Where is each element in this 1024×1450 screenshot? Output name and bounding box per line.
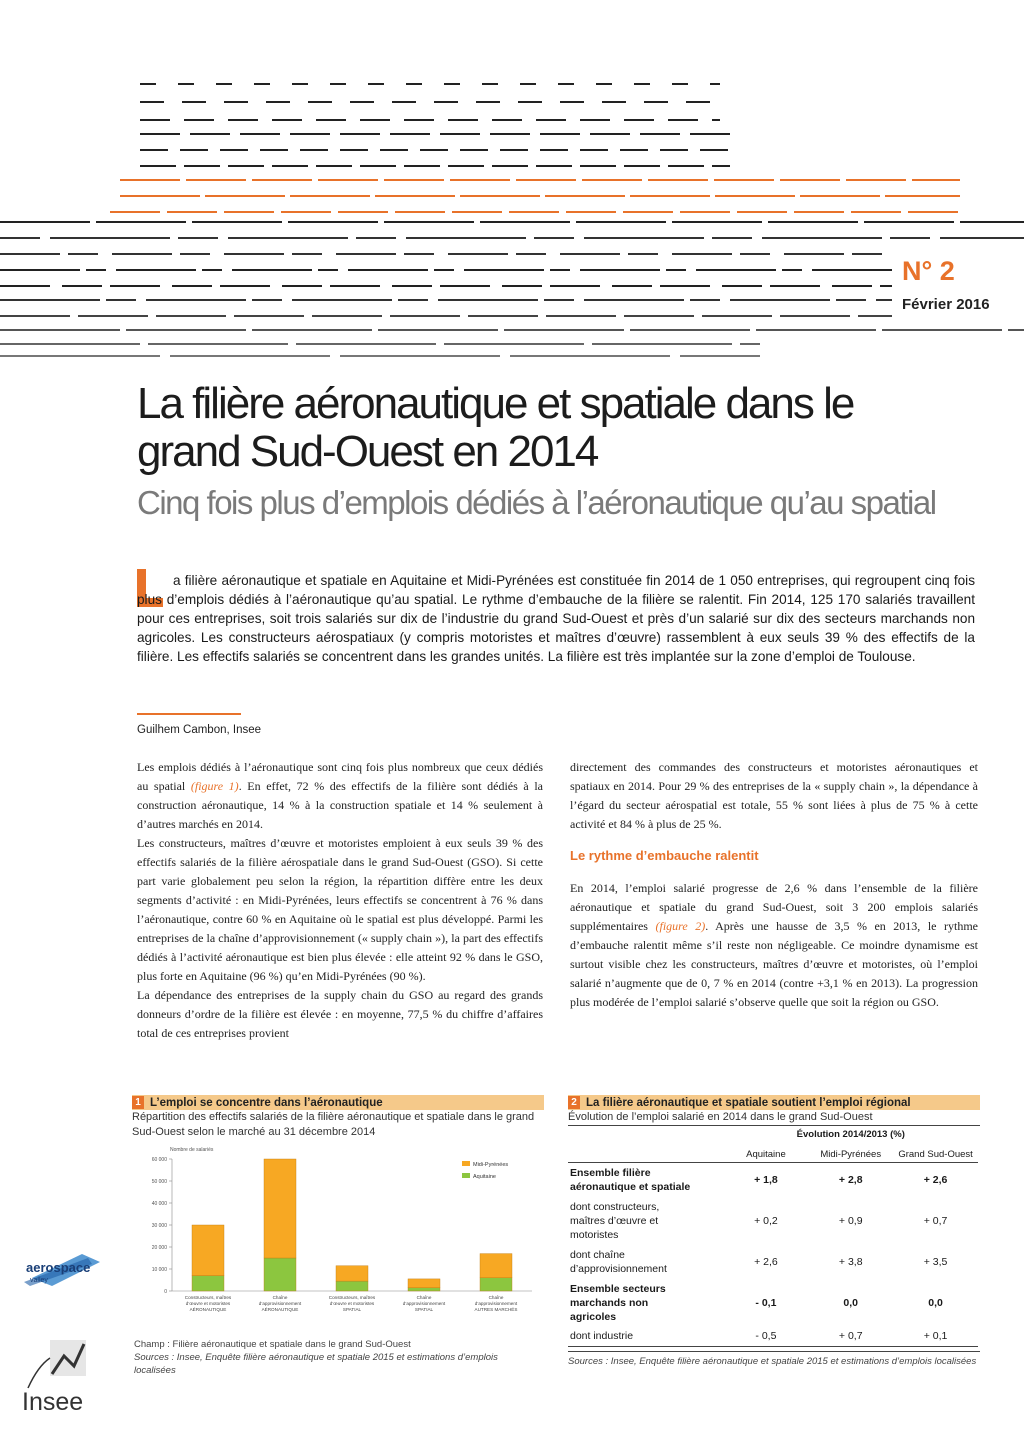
table-cell: + 3,8 xyxy=(838,1255,863,1268)
figure-number: 2 xyxy=(568,1096,580,1109)
x-tick-label: AÉRONAUTIQUE xyxy=(261,1307,299,1312)
row-label-line: motoristes xyxy=(570,1228,619,1241)
table-header-row xyxy=(568,1148,978,1163)
figure-2-sources xyxy=(568,1351,980,1368)
figure-2-title: La filière aéronautique et spatiale soutient l’emploi régional xyxy=(586,1096,911,1109)
logo-text: aerospace xyxy=(26,1260,91,1275)
table-cell: + 0,7 xyxy=(838,1330,863,1343)
paragraph: La dépendance des entreprises de la supply chain du GSO au regard des grands donneurs d’ordre de la filière est élevée : en moyenne, 77,5 % du chiffre d’affaires total de ces entreprises provient xyxy=(137,988,543,1040)
bar-midi-pyr-n-es xyxy=(192,1225,224,1276)
table-cell: + 1,8 xyxy=(754,1173,778,1186)
row-label-line: dont constructeurs, xyxy=(570,1200,660,1213)
table-row xyxy=(568,1163,978,1197)
paragraph-text: Les emplois dédiés à l’aéronautique sont cinq fois plus nombreux que ceux dédiés au spatial xyxy=(137,760,543,793)
table-cell: - 0,1 xyxy=(755,1296,777,1309)
row-label xyxy=(568,1245,724,1279)
sources-text: Sources : Insee, Enquête filière aéronautique et spatiale 2015 et estimations d’emplois localisées xyxy=(134,1352,498,1376)
issue-number: N° 2 xyxy=(902,256,955,286)
table-header-group-row xyxy=(568,1128,978,1148)
row-label-line: d’approvisionnement xyxy=(570,1262,667,1275)
x-tick-label: Constructeurs, maîtres xyxy=(184,1295,232,1300)
aerospace-valley-logo xyxy=(22,1248,102,1290)
row-label-line: maîtres d’œuvre et xyxy=(570,1214,659,1227)
x-tick-label: SPATIAL xyxy=(342,1307,362,1312)
x-tick-label: Chaîne xyxy=(488,1295,504,1300)
table-group-header: Évolution 2014/2013 (%) xyxy=(796,1129,905,1140)
bar-midi-pyr-n-es xyxy=(264,1159,296,1258)
paragraph: directement des commandes des constructeurs et motoristes aéronautiques et spatiaux en 2014. Pour 29 % des entreprises de la « supply chain », la dépendance à l’égard du secteur aérospatial est totale, 55 % sont liées à plus de 75 % à cette activité et 84 % à plus de 25 %. xyxy=(570,760,978,831)
y-tick-label: 60 000 xyxy=(151,1157,167,1163)
row-label-line: marchands non xyxy=(570,1296,649,1309)
x-tick-label: SPATIAL xyxy=(414,1307,434,1312)
bar-midi-pyr-n-es xyxy=(408,1279,440,1288)
bar-aquitaine xyxy=(408,1288,440,1291)
section-heading: Le rythme d’embauche ralentit xyxy=(570,848,759,863)
logo-curve xyxy=(28,1358,50,1388)
sources-text: Sources : Insee, Enquête filière aéronautique et spatiale 2015 et estimations d’emplois localisées xyxy=(568,1356,977,1367)
paragraph-text: En 2014, l’emploi salarié progresse de 2,6 % dans l’ensemble de la filière aéronautique et spatiale du grand Sud-Ouest, soit 3 200 emplois salariés supplémentaires xyxy=(570,881,978,933)
row-label-line: agricoles xyxy=(570,1310,617,1323)
logo-subtext: valley xyxy=(30,1277,48,1284)
y-tick-label: 20 000 xyxy=(151,1245,167,1251)
table-cell: + 0,2 xyxy=(754,1214,778,1227)
figure-number: 1 xyxy=(132,1096,144,1109)
table-row xyxy=(568,1327,978,1347)
page-subtitle: Cinq fois plus d’emplois dédiés à l’aéronautique qu’au spatial xyxy=(137,484,936,521)
table-body xyxy=(568,1163,978,1347)
lede-paragraph xyxy=(137,571,975,666)
x-tick-label: d’approvisionnement xyxy=(402,1301,446,1306)
y-tick-label: 0 xyxy=(164,1289,167,1295)
bar-aquitaine xyxy=(192,1276,224,1291)
figure-1-notes xyxy=(134,1338,534,1377)
body-column-right xyxy=(570,758,978,1012)
figure-1-title: L’emploi se concentre dans l’aéronautique xyxy=(150,1096,383,1109)
figure-2-title-bar xyxy=(568,1095,980,1110)
bar-aquitaine xyxy=(336,1281,368,1291)
legend-label: Midi-Pyrénées xyxy=(473,1162,509,1168)
column-header: Aquitaine xyxy=(746,1149,786,1160)
table-cell: + 0,9 xyxy=(838,1214,863,1227)
table-cell: 0,0 xyxy=(928,1296,943,1309)
table-cell: + 3,5 xyxy=(923,1255,948,1268)
issue-date: Février 2016 xyxy=(902,296,990,313)
author: Guilhem Cambon, Insee xyxy=(137,724,262,736)
x-tick-label: d’œuvre et motoristes xyxy=(329,1301,375,1306)
bar-midi-pyr-n-es xyxy=(336,1266,368,1281)
legend-swatch xyxy=(462,1161,470,1166)
paragraph: Les constructeurs, maîtres d’œuvre et motoristes emploient à eux seuls 39 % des effectifs salariés de la filière aérospatiale dans le grand Sud-Ouest (GSO). Si cette part varie globalement peu selon la région, la répartition diffère entre les deux segments d’activité : en Midi-Pyrénées, leurs effectifs se concentrent à 76 % dans l’aéronautique, contre 60 % en Aquitaine où le spatial est plus développé. Parmi les entreprises de la chaîne d’approvisionnement (« supply chain »), la part des effectifs dédiés à l’activité aéronautique est bien plus élevée : elle atteint 92 % dans le GSO, plus forte en Aquitaine (96 %) qu’en Midi-Pyrénées (90 %). xyxy=(137,836,543,983)
row-label-line: Ensemble secteurs xyxy=(570,1282,666,1295)
x-tick-label: d’œuvre et motoristes xyxy=(185,1301,231,1306)
x-tick-label: AUTRES MARCHÉS xyxy=(474,1307,518,1312)
table-cell: + 0,7 xyxy=(923,1214,948,1227)
table-row xyxy=(568,1197,978,1245)
paragraph-text: . Après une hausse de 3,5 % en 2013, le rythme d’embauche ralentit même s’il reste non négligeable. Ce moindre dynamisme est surtout visible chez les constructeurs, maîtres d’œuvre et motoristes, où l’emploi salarié n’augmente que de 0, 7 % en 2014 (contre +3,1 % en 2013). La progression plus modérée de l’emploi salarié s’observe quelle que soit la région ou GSO. xyxy=(570,919,978,1009)
figure-1-link[interactable]: (figure 1) xyxy=(190,779,239,793)
bar-aquitaine xyxy=(264,1258,296,1291)
legend-label: Aquitaine xyxy=(473,1174,496,1180)
table-row xyxy=(568,1279,978,1327)
row-label xyxy=(568,1279,724,1327)
figure-1-title-bar xyxy=(132,1095,544,1110)
figure-2 xyxy=(568,1095,980,1368)
y-axis-label: Nombre de salariés xyxy=(170,1147,214,1153)
row-label xyxy=(568,1163,724,1197)
figure-1-chart xyxy=(132,1143,544,1333)
x-tick-label: d’approvisionnement xyxy=(258,1301,302,1306)
y-tick-label: 50 000 xyxy=(151,1179,167,1185)
row-label xyxy=(568,1327,724,1347)
x-tick-label: AÉRONAUTIQUE xyxy=(189,1307,227,1312)
paragraph xyxy=(570,879,978,1012)
x-tick-label: Constructeurs, maîtres xyxy=(328,1295,376,1300)
figure-1-sources xyxy=(134,1351,534,1377)
table-cell: + 2,8 xyxy=(838,1173,863,1186)
y-tick-label: 30 000 xyxy=(151,1223,167,1229)
table-cell: + 2,6 xyxy=(754,1255,778,1268)
body-column-left xyxy=(137,758,543,1043)
lede-text: a filière aéronautique et spatiale en Aquitaine et Midi-Pyrénées est constituée fin 2014 de 1 050 entreprises, qui regroupent cinq fois plus d’emplois dédiés à l’aéronautique qu’au spatial. Le rythme d’embauche de la filière se ralentit. Fin 2014, 125 170 salariés travaillent pour ces entreprises, soit trois salariés sur dix de l’industrie du grand Sud-Ouest et près d’un salarié sur dix des secteurs marchands non agricoles. Les constructeurs aérospatiaux (y compris motoristes et maîtres d’œuvre) rassemblent à eux seuls 39 % des effectifs de la filière. Les effectifs salariés se concentrent dans les grandes unités. La filière est très implantée sur la zone d’emploi de Toulouse. xyxy=(137,573,975,664)
logo-text: Insee xyxy=(22,1388,84,1416)
table-row xyxy=(568,1245,978,1279)
column-header: Midi-Pyrénées xyxy=(820,1149,882,1160)
y-tick-label: 40 000 xyxy=(151,1201,167,1207)
table-cell: + 2,6 xyxy=(923,1173,948,1186)
bar-aquitaine xyxy=(480,1278,512,1291)
row-label-line: dont chaîne xyxy=(570,1248,625,1261)
legend-swatch xyxy=(462,1173,470,1178)
x-tick-label: Chaîne xyxy=(416,1295,432,1300)
figure-1 xyxy=(132,1095,544,1140)
table-cell: 0,0 xyxy=(843,1296,859,1309)
figure-1-subtitle: Répartition des effectifs salariés de la filière aéronautique et spatiale dans le grand Sud-Ouest selon le marché au 31 décembre 2014 xyxy=(132,1111,535,1138)
row-label-line: Ensemble filière xyxy=(570,1166,651,1179)
lede-divider xyxy=(137,713,241,715)
table-cell: + 0,1 xyxy=(923,1330,948,1343)
figure-1-champ: Champ : Filière aéronautique et spatiale dans le grand Sud-Ouest xyxy=(134,1339,411,1350)
row-label-line: dont industrie xyxy=(570,1330,634,1343)
page-title: La filière aéronautique et spatiale dans le grand Sud-Ouest en 2014 xyxy=(137,379,854,476)
x-tick-label: d’approvisionnement xyxy=(474,1301,518,1306)
y-tick-label: 10 000 xyxy=(151,1267,167,1273)
insee-logo xyxy=(20,1336,106,1416)
x-tick-label: Chaîne xyxy=(272,1295,288,1300)
paragraph-text: . En effet, 72 % des effectifs de la filière sont dédiés à la construction aéronautique, 14 % à la construction spatiale et 14 % seulement à d’autres marchés en 2014. xyxy=(137,779,543,831)
figure-2-subtitle: Évolution de l’emploi salarié en 2014 dans le grand Sud-Ouest xyxy=(568,1110,980,1126)
bar-midi-pyr-n-es xyxy=(480,1254,512,1278)
figure-2-link[interactable]: (figure 2) xyxy=(655,919,706,933)
row-label xyxy=(568,1197,724,1245)
masthead-graphic xyxy=(0,0,1024,370)
row-label-line: aéronautique et spatiale xyxy=(570,1180,691,1193)
paragraph xyxy=(137,758,543,834)
column-header: Grand Sud-Ouest xyxy=(898,1149,973,1160)
figure-2-table xyxy=(568,1128,978,1347)
table-cell: - 0,5 xyxy=(755,1330,777,1343)
